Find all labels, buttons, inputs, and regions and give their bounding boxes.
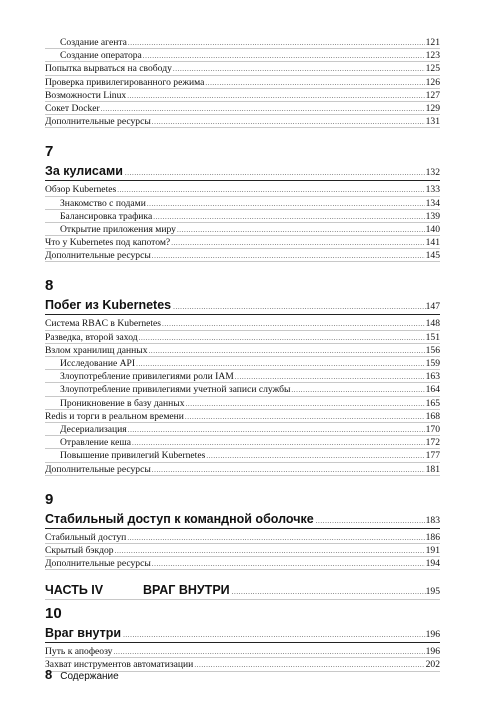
chapter-heading[interactable] xyxy=(45,296,440,315)
entry-title: Дополнительные ресурсы xyxy=(45,558,151,570)
entry-title: Захват инструментов автоматизации xyxy=(45,659,194,671)
entry-title: Попытка вырваться на свободу xyxy=(45,63,172,75)
dot-leader xyxy=(177,224,425,237)
entry-page: 186 xyxy=(425,531,440,543)
entry-page: 181 xyxy=(425,463,440,475)
entry-page: 131 xyxy=(425,116,440,128)
entry-page: 141 xyxy=(425,237,440,249)
entry-page: 177 xyxy=(425,450,440,462)
toc-group-top xyxy=(45,36,440,128)
entry-page: 139 xyxy=(425,210,440,222)
chapter-heading[interactable] xyxy=(45,624,440,643)
chapter-page: 147 xyxy=(425,301,440,313)
entry-title: Стабильный доступ xyxy=(45,531,127,543)
entry-title: Путь к апофеозу xyxy=(45,646,113,658)
entry-title: Злоупотребление привилегиями учетной записи службы xyxy=(60,384,291,396)
entry-page: 194 xyxy=(425,558,440,570)
toc-entry[interactable] xyxy=(45,236,440,249)
toc-entry[interactable] xyxy=(45,423,440,436)
dot-leader xyxy=(123,626,426,645)
dot-leader xyxy=(194,659,424,672)
entry-title: Злоупотребление привилегиями роли IAM xyxy=(60,371,234,383)
entry-page: 191 xyxy=(425,544,440,556)
toc-entry[interactable] xyxy=(45,89,440,102)
entry-page: 165 xyxy=(425,397,440,409)
page-footer xyxy=(45,667,119,682)
entry-page: 196 xyxy=(425,646,440,658)
footer-page-number: 8 xyxy=(45,667,53,682)
toc-entry[interactable] xyxy=(45,410,440,423)
entry-page: 121 xyxy=(425,37,440,48)
dot-leader xyxy=(115,545,425,558)
toc-entry[interactable] xyxy=(45,249,440,262)
chapter-number: 10 xyxy=(45,605,62,623)
entry-title: Взлом хранилищ данных xyxy=(45,344,148,356)
entry-page: 170 xyxy=(425,423,440,435)
toc-entry[interactable] xyxy=(45,210,440,223)
entry-page: 127 xyxy=(425,89,440,101)
entry-title: Десериализация xyxy=(60,423,127,435)
dot-leader xyxy=(152,558,425,571)
toc-entry[interactable] xyxy=(45,344,440,357)
toc-entry[interactable] xyxy=(45,436,440,449)
toc-entry[interactable] xyxy=(45,102,440,115)
entry-title: Дополнительные ресурсы xyxy=(45,250,151,262)
entry-title: Разведка, второй заход xyxy=(45,331,138,343)
chapter-heading[interactable] xyxy=(45,510,440,529)
dot-leader xyxy=(152,116,425,129)
footer-section-title: Содержание xyxy=(60,671,119,682)
toc-entry[interactable] xyxy=(45,115,440,128)
chapter-page: 132 xyxy=(425,167,440,179)
entry-title: Создание агента xyxy=(60,37,127,48)
toc-entry[interactable] xyxy=(45,317,440,330)
entry-title: Сокет Docker xyxy=(45,102,100,114)
entry-page: 134 xyxy=(425,197,440,209)
toc-entry[interactable] xyxy=(45,197,440,210)
entry-page: 133 xyxy=(425,184,440,196)
entry-title: Исследование API xyxy=(60,358,136,369)
toc-entry[interactable] xyxy=(45,397,440,410)
dot-leader xyxy=(125,164,426,183)
entry-page: 156 xyxy=(425,344,440,356)
toc-entry[interactable] xyxy=(45,383,440,396)
toc-entry[interactable] xyxy=(45,183,440,196)
dot-leader xyxy=(186,398,425,411)
entry-page: 123 xyxy=(425,50,440,62)
toc-entry[interactable] xyxy=(45,357,440,370)
toc-entry[interactable] xyxy=(45,62,440,75)
toc-entry[interactable] xyxy=(45,370,440,383)
dot-leader xyxy=(173,298,425,317)
toc-entry[interactable] xyxy=(45,449,440,462)
part-heading[interactable] xyxy=(45,580,440,600)
chapter-heading[interactable] xyxy=(45,162,440,181)
chapter-page: 196 xyxy=(425,629,440,641)
dot-leader xyxy=(173,63,425,76)
toc-entry[interactable] xyxy=(45,531,440,544)
dot-leader xyxy=(291,384,424,397)
entry-title: Дополнительные ресурсы xyxy=(45,463,151,475)
entry-title: Дополнительные ресурсы xyxy=(45,116,151,128)
toc-entry[interactable] xyxy=(45,331,440,344)
dot-leader xyxy=(316,512,426,531)
chapter-10 xyxy=(45,604,440,671)
dot-leader xyxy=(153,211,424,224)
chapter-8 xyxy=(45,276,440,475)
chapter-number: 8 xyxy=(45,277,54,295)
toc-entry[interactable] xyxy=(45,76,440,89)
part-label: ЧАСТЬ IV xyxy=(45,583,104,598)
dot-leader xyxy=(205,77,424,90)
entry-title: Повышение привилегий Kubernetes xyxy=(60,450,206,462)
dot-leader xyxy=(232,582,426,602)
chapter-number: 7 xyxy=(45,143,54,161)
dot-leader xyxy=(171,237,424,250)
dot-leader xyxy=(128,424,425,437)
entry-title: Отравление кеша xyxy=(60,437,131,449)
entry-page: 163 xyxy=(425,371,440,383)
dot-leader xyxy=(152,464,425,477)
entry-title: Скрытый бэкдор xyxy=(45,544,114,556)
entry-page: 145 xyxy=(425,250,440,262)
chapter-number: 9 xyxy=(45,490,54,508)
chapter-7 xyxy=(45,142,440,262)
dot-leader xyxy=(185,411,425,424)
toc-entry[interactable] xyxy=(45,223,440,236)
entry-title: Система RBAC в Kubernetes xyxy=(45,318,162,330)
dot-leader xyxy=(139,332,425,345)
entry-title: Балансировка трафика xyxy=(60,210,153,222)
dot-leader xyxy=(143,50,425,63)
entry-page: 202 xyxy=(425,659,440,671)
entry-title: Открытие приложения миру xyxy=(60,223,176,235)
toc-entry[interactable] xyxy=(45,36,440,49)
chapter-title: Побег из Kubernetes xyxy=(45,298,172,313)
entry-page: 140 xyxy=(425,223,440,235)
entry-title: Знакомство с подами xyxy=(60,197,146,209)
dot-leader xyxy=(128,37,425,50)
entry-page: 148 xyxy=(425,318,440,330)
table-of-contents xyxy=(45,36,440,672)
entry-page: 151 xyxy=(425,331,440,343)
chapter-page: 183 xyxy=(425,514,440,526)
entry-title: Создание оператора xyxy=(60,50,142,62)
part-title: ВРАГ ВНУТРИ xyxy=(143,583,230,598)
toc-entry[interactable] xyxy=(45,463,440,476)
chapter-title: За кулисами xyxy=(45,164,123,179)
dot-leader xyxy=(206,450,424,463)
entry-title: Что у Kubernetes под капотом? xyxy=(45,237,171,249)
entry-page: 172 xyxy=(425,437,440,449)
chapter-title: Стабильный доступ к командной оболочке xyxy=(45,511,314,526)
chapter-title: Враг внутри xyxy=(45,626,122,641)
entry-title: Redis и торги в реальном времени xyxy=(45,410,184,422)
dot-leader xyxy=(152,250,425,263)
toc-entry[interactable] xyxy=(45,557,440,570)
dot-leader xyxy=(162,318,425,331)
dot-leader xyxy=(127,90,424,103)
entry-page: 126 xyxy=(425,76,440,88)
entry-page: 125 xyxy=(425,63,440,75)
part-page: 195 xyxy=(425,586,440,598)
dot-leader xyxy=(127,532,424,545)
dot-leader xyxy=(117,184,424,197)
dot-leader xyxy=(149,345,425,358)
entry-title: Проверка привилегированного режима xyxy=(45,76,205,88)
entry-page: 168 xyxy=(425,410,440,422)
entry-title: Проникновение в базу данных xyxy=(60,397,185,409)
toc-entry[interactable] xyxy=(45,645,440,658)
toc-entry[interactable] xyxy=(45,49,440,62)
chapter-9 xyxy=(45,490,440,571)
toc-entry[interactable] xyxy=(45,544,440,557)
entry-title: Обзор Kubernetes xyxy=(45,184,117,196)
dot-leader xyxy=(147,198,425,211)
entry-page: 129 xyxy=(425,102,440,114)
entry-title: Возможности Linux xyxy=(45,89,127,101)
entry-page: 159 xyxy=(425,358,440,369)
entry-page: 164 xyxy=(425,384,440,396)
